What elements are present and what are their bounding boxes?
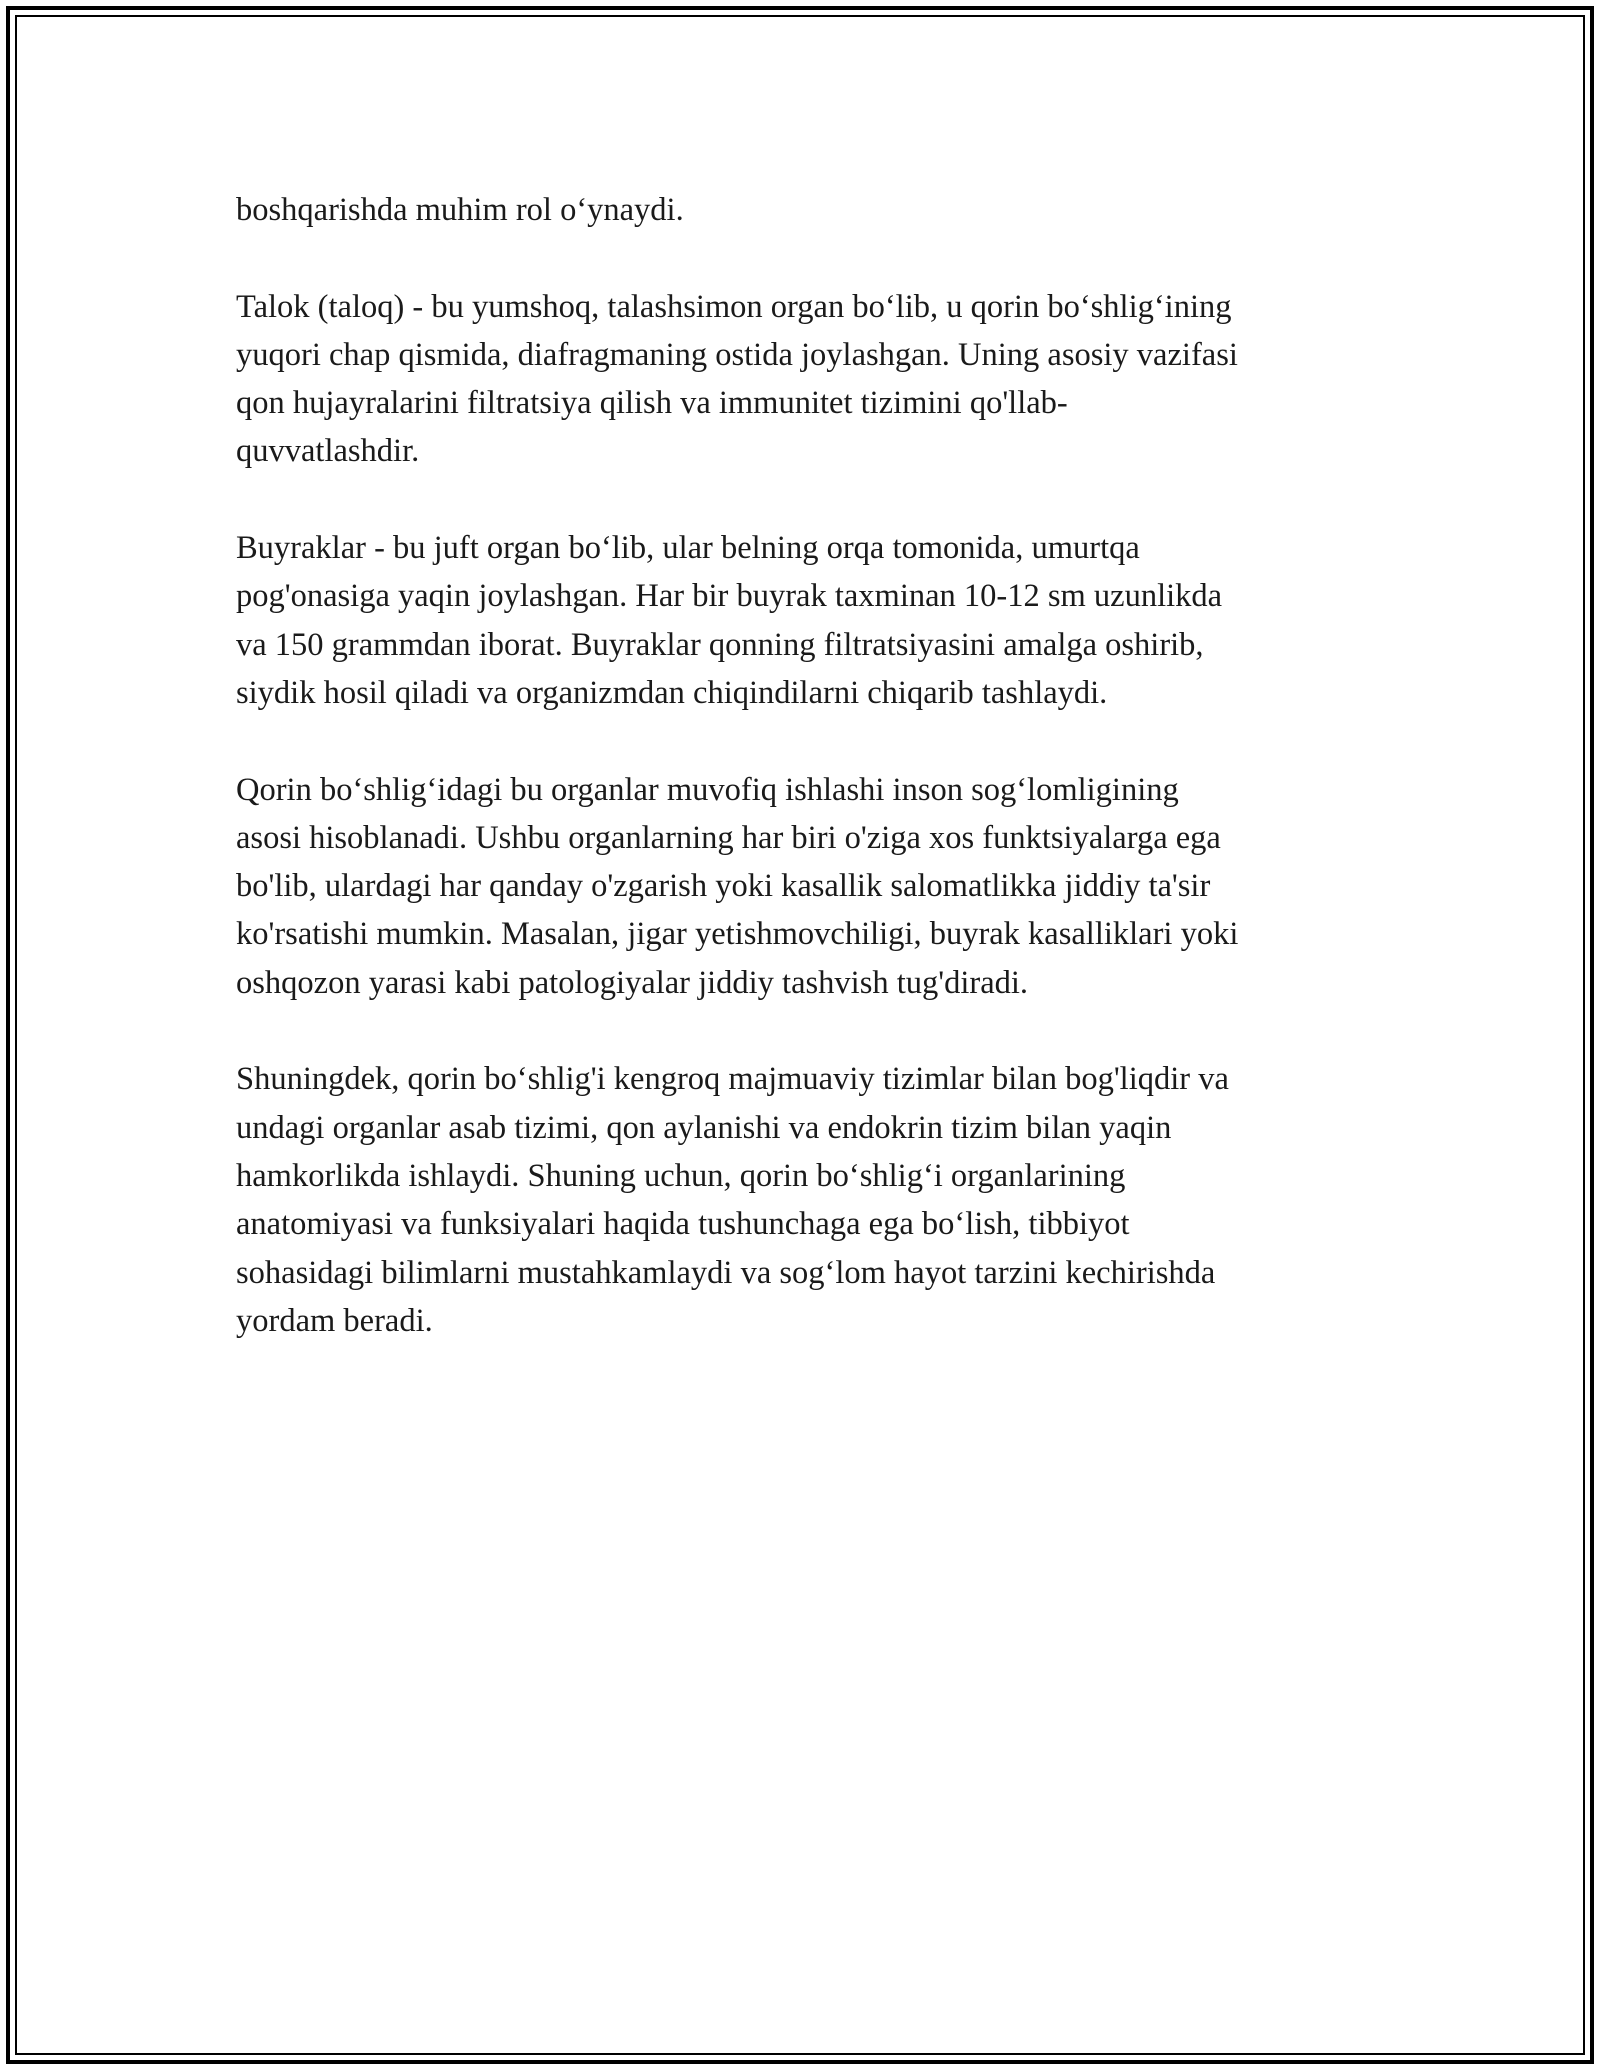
- text-line: yordam beradi.: [236, 1302, 433, 1339]
- text-line: boshqarishda muhim rol o‘ynaydi.: [236, 192, 684, 228]
- text-line: bo'lib, ulardagi har qanday o'zgarish yoki kasallik salomatlikka jiddiy ta'sir: [236, 868, 1211, 905]
- text-line: siydik hosil qiladi va organizmdan chiqindilarni chiqarib tashlaydi.: [236, 674, 1108, 711]
- text-line: Shuningdek, qorin bo‘shlig'i kengroq majmuaviy tizimlar bilan bog'liqdir va: [236, 1061, 1229, 1098]
- paragraph-4: [236, 766, 1386, 1007]
- text-line: qon hujayralarini filtratsiya qilish va immunitet tizimini qo'llab-: [236, 385, 1068, 422]
- text-line: asosi hisoblanadi. Ushbu organlarning har biri o'ziga xos funktsiyalarga ega: [236, 819, 1221, 856]
- text-line: undagi organlar asab tizimi, qon aylanishi va endokrin tizim bilan yaqin: [236, 1109, 1172, 1146]
- text-line: quvvatlashdir.: [236, 433, 420, 470]
- document-body: [236, 186, 1386, 1393]
- text-line: hamkorlikda ishlaydi. Shuning uchun, qorin bo‘shlig‘i organlarining: [236, 1157, 1126, 1194]
- paragraph-2: [236, 283, 1386, 476]
- paragraph-5: [236, 1055, 1386, 1345]
- text-line: sohasidagi bilimlarni mustahkamlaydi va sog‘lom hayot tarzini kechirishda: [236, 1254, 1216, 1291]
- text-line: oshqozon yarasi kabi patologiyalar jiddiy tashvish tug'diradi.: [236, 964, 1029, 1001]
- paragraph-3: [236, 524, 1386, 717]
- text-line: anatomiyasi va funksiyalari haqida tushunchaga ega bo‘lish, tibbiyot: [236, 1206, 1130, 1243]
- text-line: pog'onasiga yaqin joylashgan. Har bir buyrak taxminan 10-12 sm uzunlikda: [236, 578, 1223, 615]
- text-line: Talok (taloq) - bu yumshoq, talashsimon organ bo‘lib, u qorin bo‘shlig‘ining: [236, 288, 1232, 325]
- text-line: Buyraklar - bu juft organ bo‘lib, ular belning orqa tomonida, umurtqa: [236, 530, 1140, 567]
- paragraph-1: [236, 186, 1386, 234]
- text-line: ko'rsatishi mumkin. Masalan, jigar yetishmovchiligi, buyrak kasalliklari yoki: [236, 916, 1239, 953]
- text-line: va 150 grammdan iborat. Buyraklar qonning filtratsiyasini amalga oshirib,: [236, 626, 1204, 663]
- text-line: yuqori chap qismida, diafragmaning ostida joylashgan. Uning asosiy vazifasi: [236, 336, 1238, 373]
- text-line: Qorin bo‘shlig‘idagi bu organlar muvofiq ishlashi inson sog‘lomligining: [236, 771, 1179, 808]
